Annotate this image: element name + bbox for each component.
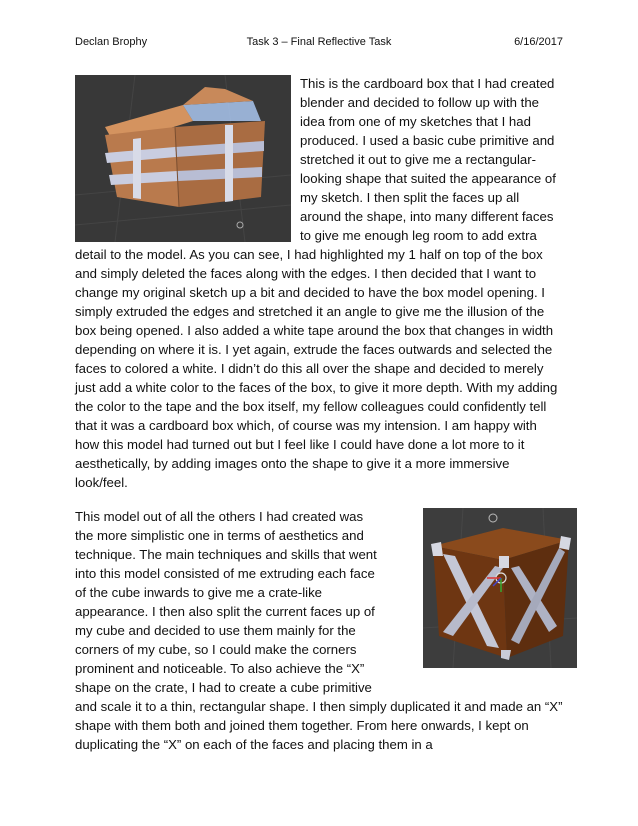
page-header: [75, 36, 563, 52]
paragraph-cardboard-box: [75, 74, 563, 492]
paragraph-wooden-crate: [75, 507, 563, 754]
task-title: Task 3 – Final Reflective Task: [246, 36, 392, 48]
document-date: 6/16/2017: [514, 36, 563, 48]
author-name: Declan Brophy: [75, 36, 148, 48]
paragraph-2-text: This model out of all the others I had created was the more simplistic one in terms of aesthetics and technique. The main techniques and skills that went into this model consisted of me extruding each face of the cube inwards to give me a crate-like appearance. I then also split the current faces up of my cube and decided to use them mainly for the corners of my cube, so I could make the corners prominent and noticeable. To also achieve the “X” shape on the crate, I had to create a cube primitive and scale it to a thin, rectangular shape. I then simply duplicated it and made an “X” shape with them both and joined them together. From here onwards, I kept on duplicating the “X” on each of the faces and placing them in a: [75, 509, 563, 752]
paragraph-1-text: This is the cardboard box that I had created blender and decided to follow up with the idea from one of my sketches that I had produced. I used a basic cube primitive and stretched it out to give me a rectangular-looking shape that suited the appearance of my sketch. I then split the faces up all around the shape, into many different faces to give me enough leg room to add extra detail to the model. As you can see, I had highlighted my 1 half on top of the box and simply deleted the faces along with the edges. I then decided that I want to change my original sketch up a bit and decided to have the box model opening. I simply extruded the edges and stretched it an angle to give me the illusion of the box being opened. I also added a white tape around the box that changes in width depending on where it is. I yet again, extrude the faces outwards and selected the faces to colored a white. I didn’t do this all over the shape and decided to merely just add a white color to the faces of the box, to give it more depth. With my adding the color to the tape and the box itself, my fellow colleagues could confidently tell that it was a cardboard box which, of course was my intension. I am happy with how this model had turned out but I feel like I could have done a lot more to it aesthetically, by adding images onto the shape to give it a more immersive look/feel.: [75, 76, 558, 490]
